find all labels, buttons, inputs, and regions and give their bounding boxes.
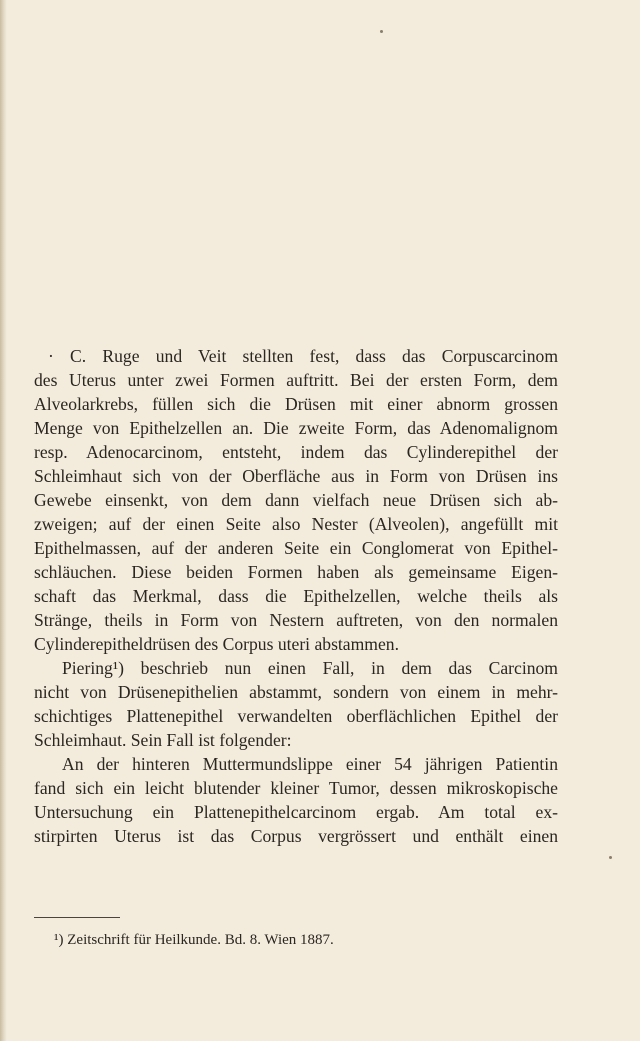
text-line: zweigen; auf der einen Seite also Nester (Alveolen), angefüllt mit — [34, 514, 558, 534]
text-line: Cylinderepitheldrüsen des Corpus uteri abstammen. — [34, 634, 399, 654]
text-line: Untersuchung ein Plattenepithelcarcinom ergab. Am total ex- — [34, 802, 558, 822]
text-line: schichtiges Plattenepithel verwandelten oberflächlichen Epithel der — [34, 706, 558, 726]
text-line: schläuchen. Diese beiden Formen haben als gemeinsame Eigen- — [34, 562, 558, 582]
text-line: resp. Adenocarcinom, entsteht, indem das Cylinderepithel der — [34, 442, 558, 462]
text-line: Gewebe einsenkt, von dem dann vielfach neue Drüsen sich ab- — [34, 490, 558, 510]
text-line: nicht von Drüsenepithelien abstammt, sondern von einem in mehr- — [34, 682, 558, 702]
text-line: An der hinteren Muttermundslippe einer 54 jährigen Patientin — [62, 754, 558, 774]
text-line: schaft das Merkmal, dass die Epithelzellen, welche theils als — [34, 586, 558, 606]
text-line: Menge von Epithelzellen an. Die zweite Form, das Adenomalignom — [34, 418, 558, 438]
text-line: · C. Ruge und Veit stellten fest, dass das Corpuscarcinom — [48, 346, 558, 366]
footnote-divider — [34, 917, 120, 918]
text-line: fand sich ein leicht blutender kleiner Tumor, dessen mikroskopische — [34, 778, 558, 798]
text-line: Piering¹) beschrieb nun einen Fall, in dem das Carcinom — [62, 658, 558, 678]
page-edge — [0, 0, 7, 1041]
text-line: stirpirten Uterus ist das Corpus vergrössert und enthält einen — [34, 826, 558, 846]
text-line: Stränge, theils in Form von Nestern auftreten, von den normalen — [34, 610, 558, 630]
footnote: ¹) Zeitschrift für Heilkunde. Bd. 8. Wien 1887. — [54, 932, 334, 948]
text-line: Epithelmassen, auf der anderen Seite ein Conglomerat von Epithel- — [34, 538, 558, 558]
text-line: Schleimhaut sich von der Oberfläche aus in Form von Drüsen ins — [34, 466, 558, 486]
paper-speck — [609, 856, 612, 859]
paper-speck — [380, 30, 383, 33]
text-line: Alveolarkrebs, füllen sich die Drüsen mit einer abnorm grossen — [34, 394, 558, 414]
text-line: Schleimhaut. Sein Fall ist folgender: — [34, 730, 292, 750]
text-line: des Uterus unter zwei Formen auftritt. Bei der ersten Form, dem — [34, 370, 558, 390]
